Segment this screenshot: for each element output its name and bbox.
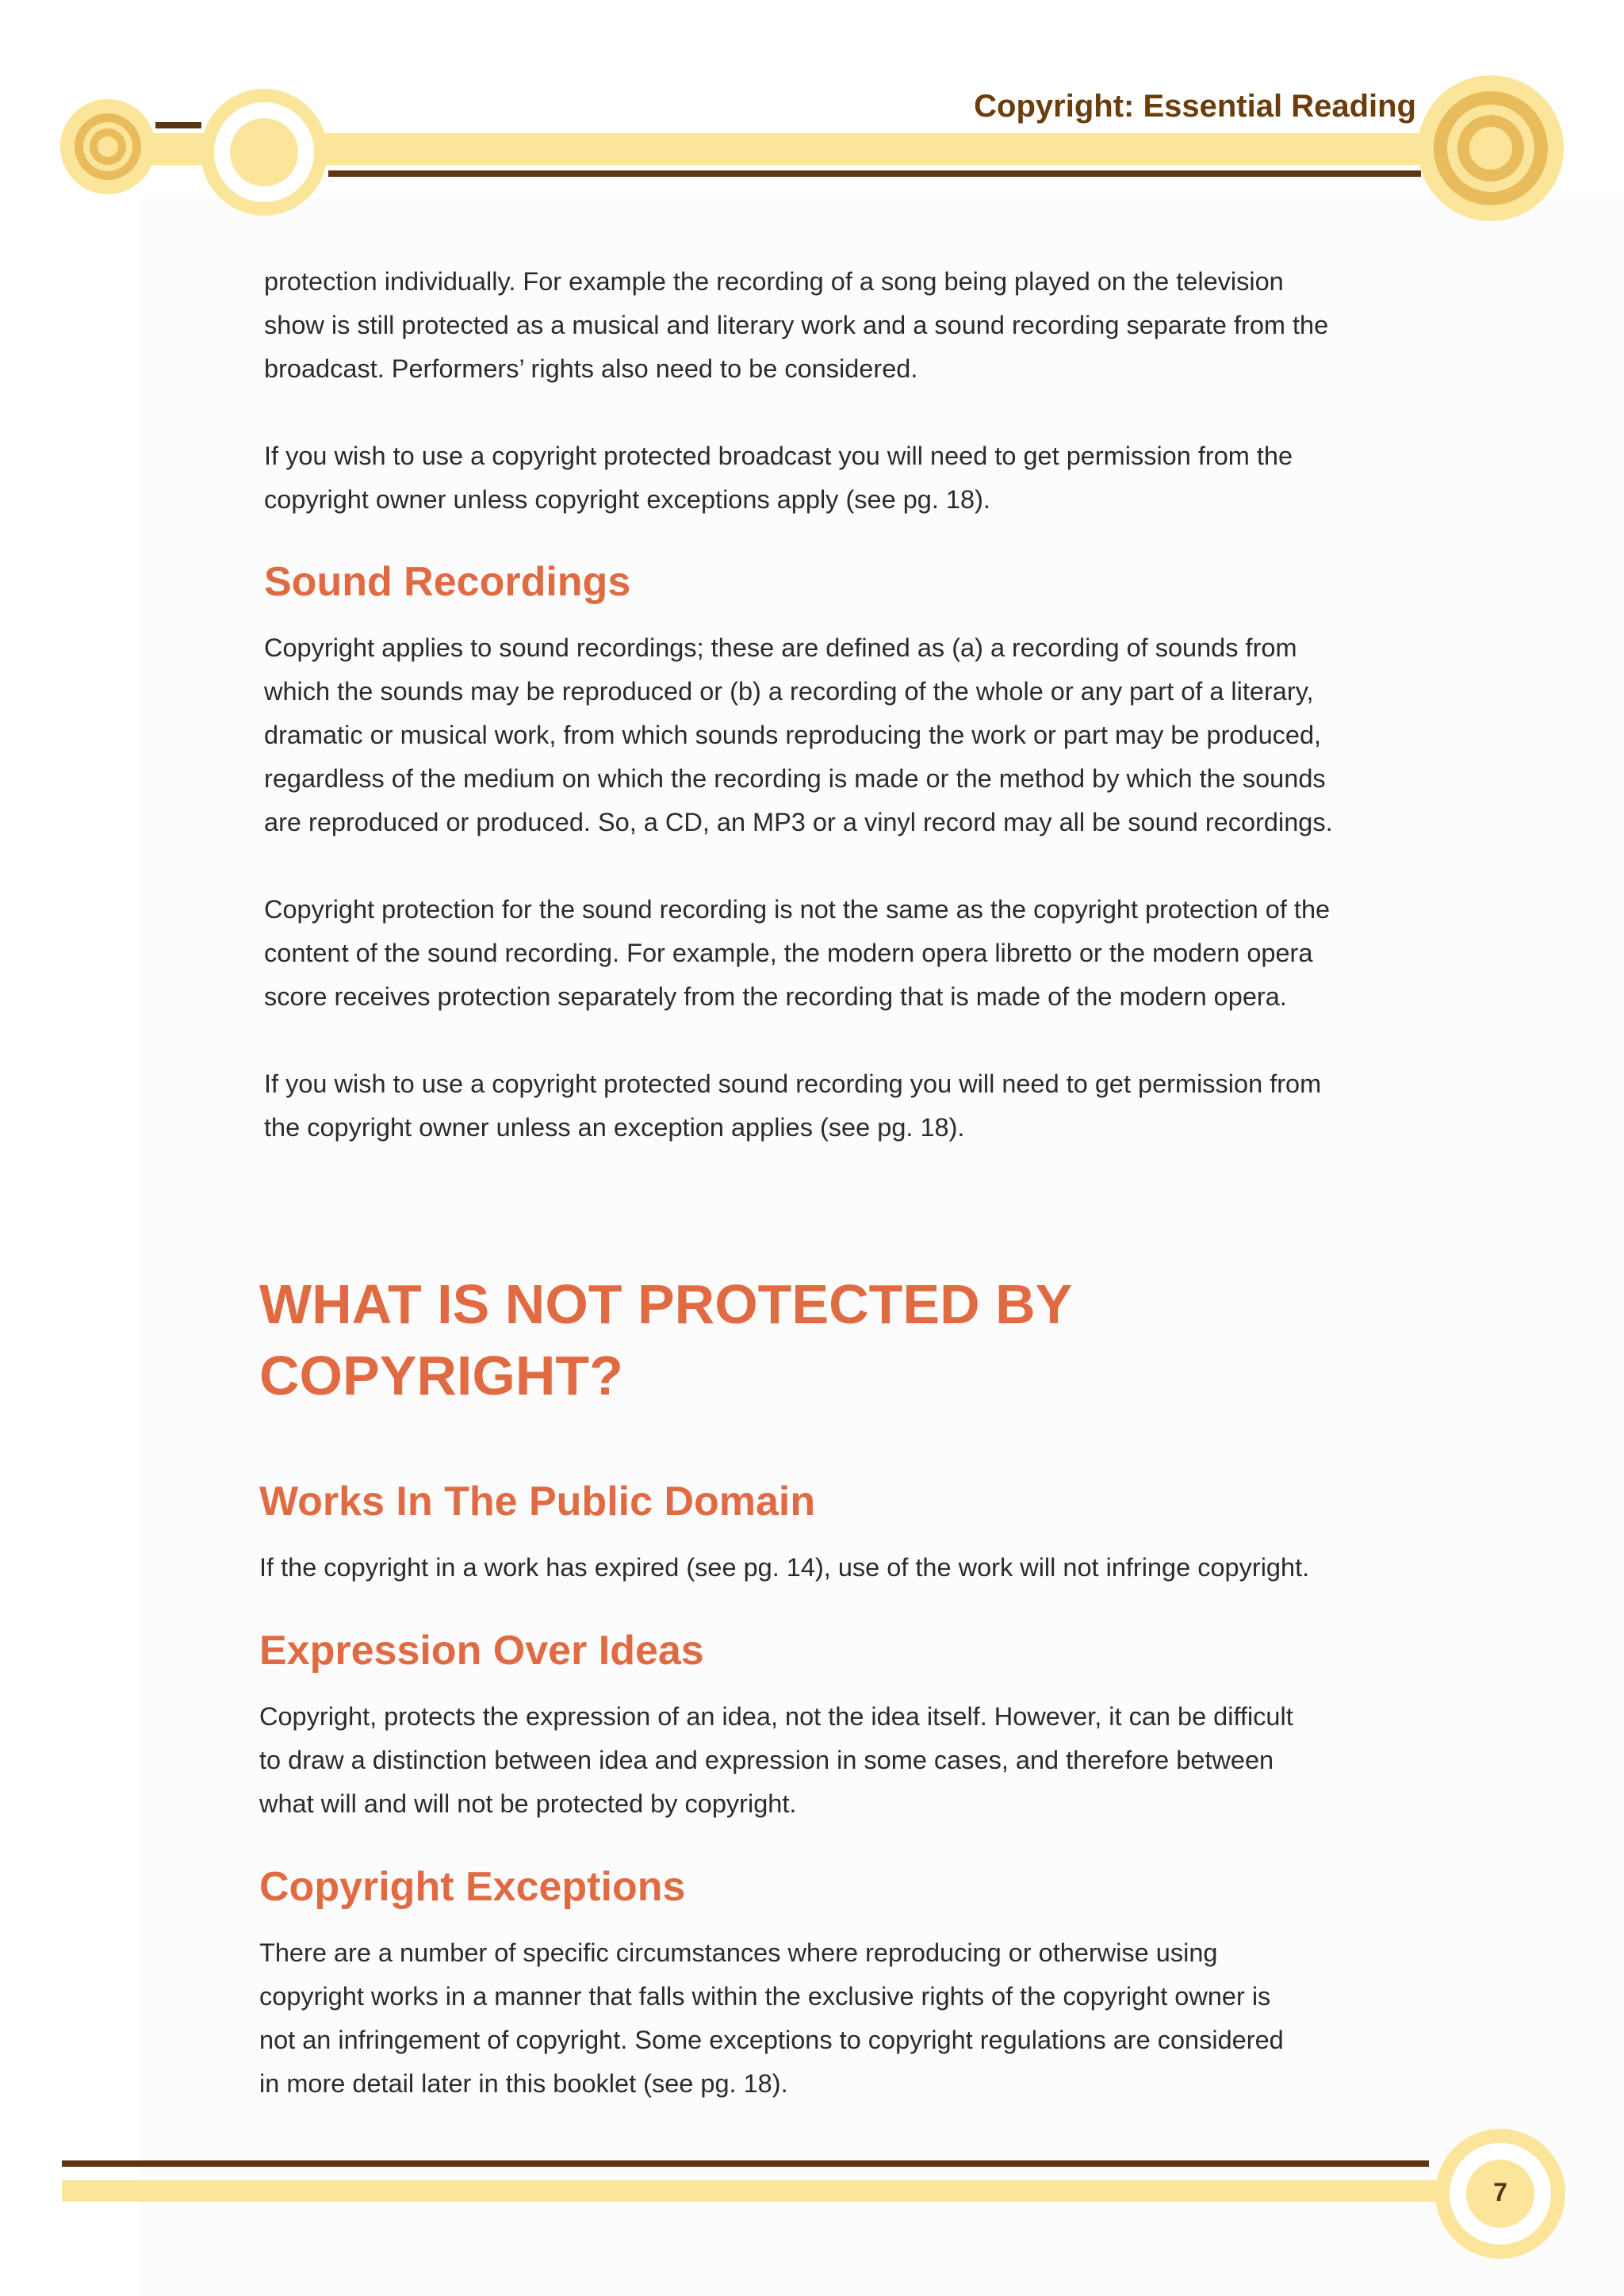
text-line: score receives protection separately from the recording that is made of the modern opera. bbox=[264, 982, 1287, 1011]
expression-paragraph bbox=[259, 1695, 1293, 1826]
exceptions-paragraph bbox=[259, 1931, 1284, 2106]
intro-paragraph-1 bbox=[264, 260, 1328, 391]
text-line: in more detail later in this booklet (see pg. 18). bbox=[259, 2069, 788, 2098]
heading-sound-recordings: Sound Recordings bbox=[264, 559, 631, 605]
heading-line: WHAT IS NOT PROTECTED BY bbox=[259, 1273, 1073, 1335]
sound-recordings-paragraph-3 bbox=[264, 1062, 1321, 1150]
text-line: the copyright owner unless an exception applies (see pg. 18). bbox=[264, 1113, 965, 1142]
text-line: not an infringement of copyright. Some exceptions to copyright regulations are considered bbox=[259, 2026, 1284, 2054]
header-dash bbox=[155, 122, 201, 128]
intro-paragraph-2 bbox=[264, 434, 1293, 522]
left-target-icon bbox=[60, 99, 155, 194]
page-number: 7 bbox=[1493, 2178, 1507, 2206]
text-line: content of the sound recording. For example, the modern opera libretto or the modern opera bbox=[264, 939, 1313, 967]
text-line: Copyright protection for the sound recording is not the same as the copyright protection of the bbox=[264, 895, 1331, 924]
text-line: Copyright, protects the expression of an idea, not the idea itself. However, it can be difficult bbox=[259, 1702, 1293, 1731]
heading-public-domain: Works In The Public Domain bbox=[259, 1479, 816, 1525]
text-line: If you wish to use a copyright protected broadcast you will need to get permission from the bbox=[264, 442, 1293, 470]
sound-recordings-paragraph-2 bbox=[264, 888, 1330, 1019]
text-line: There are a number of specific circumstances where reproducing or otherwise using bbox=[259, 1938, 1218, 1967]
heading-not-protected bbox=[259, 1269, 1072, 1411]
text-line: dramatic or musical work, from which sounds reproducing the work or part may be produced, bbox=[264, 721, 1322, 749]
text-line: If you wish to use a copyright protected sound recording you will need to get permission from bbox=[264, 1070, 1322, 1098]
text-line: Copyright applies to sound recordings; these are defined as (a) a recording of sounds from bbox=[264, 633, 1297, 662]
text-line: what will and will not be protected by copyright. bbox=[259, 1789, 797, 1818]
footer-band bbox=[62, 2180, 1497, 2202]
public-domain-paragraph bbox=[259, 1546, 1309, 1590]
running-header-title: Copyright: Essential Reading bbox=[974, 89, 1416, 124]
heading-copyright-exceptions: Copyright Exceptions bbox=[259, 1864, 686, 1910]
right-target-icon bbox=[1418, 75, 1564, 221]
heading-expression-over-ideas: Expression Over Ideas bbox=[259, 1628, 704, 1674]
text-line: to draw a distinction between idea and expression in some cases, and therefore between bbox=[259, 1746, 1274, 1774]
text-line: If the copyright in a work has expired (see pg. 14), use of the work will not infringe copyright. bbox=[259, 1553, 1310, 1582]
text-line: protection individually. For example the recording of a song being played on the television bbox=[264, 267, 1284, 296]
header-rule bbox=[328, 170, 1421, 177]
text-line: broadcast. Performers’ rights also need to be considered. bbox=[264, 354, 918, 383]
text-line: which the sounds may be reproduced or (b) a recording of the whole or any part of a literary, bbox=[264, 677, 1314, 706]
footer-rule bbox=[62, 2160, 1429, 2167]
footer-decoration bbox=[0, 2125, 1624, 2296]
sound-recordings-paragraph-1 bbox=[264, 626, 1333, 844]
heading-line: COPYRIGHT? bbox=[259, 1345, 623, 1406]
middle-ring-icon bbox=[201, 89, 327, 216]
text-line: copyright works in a manner that falls within the exclusive rights of the copyright owner is bbox=[259, 1982, 1271, 2011]
text-line: copyright owner unless copyright exceptions apply (see pg. 18). bbox=[264, 485, 990, 514]
text-line: are reproduced or produced. So, a CD, an MP3 or a vinyl record may all be sound recordings. bbox=[264, 808, 1333, 836]
text-line: regardless of the medium on which the recording is made or the method by which the sounds bbox=[264, 764, 1326, 793]
text-line: show is still protected as a musical and literary work and a sound recording separate from the bbox=[264, 311, 1329, 339]
